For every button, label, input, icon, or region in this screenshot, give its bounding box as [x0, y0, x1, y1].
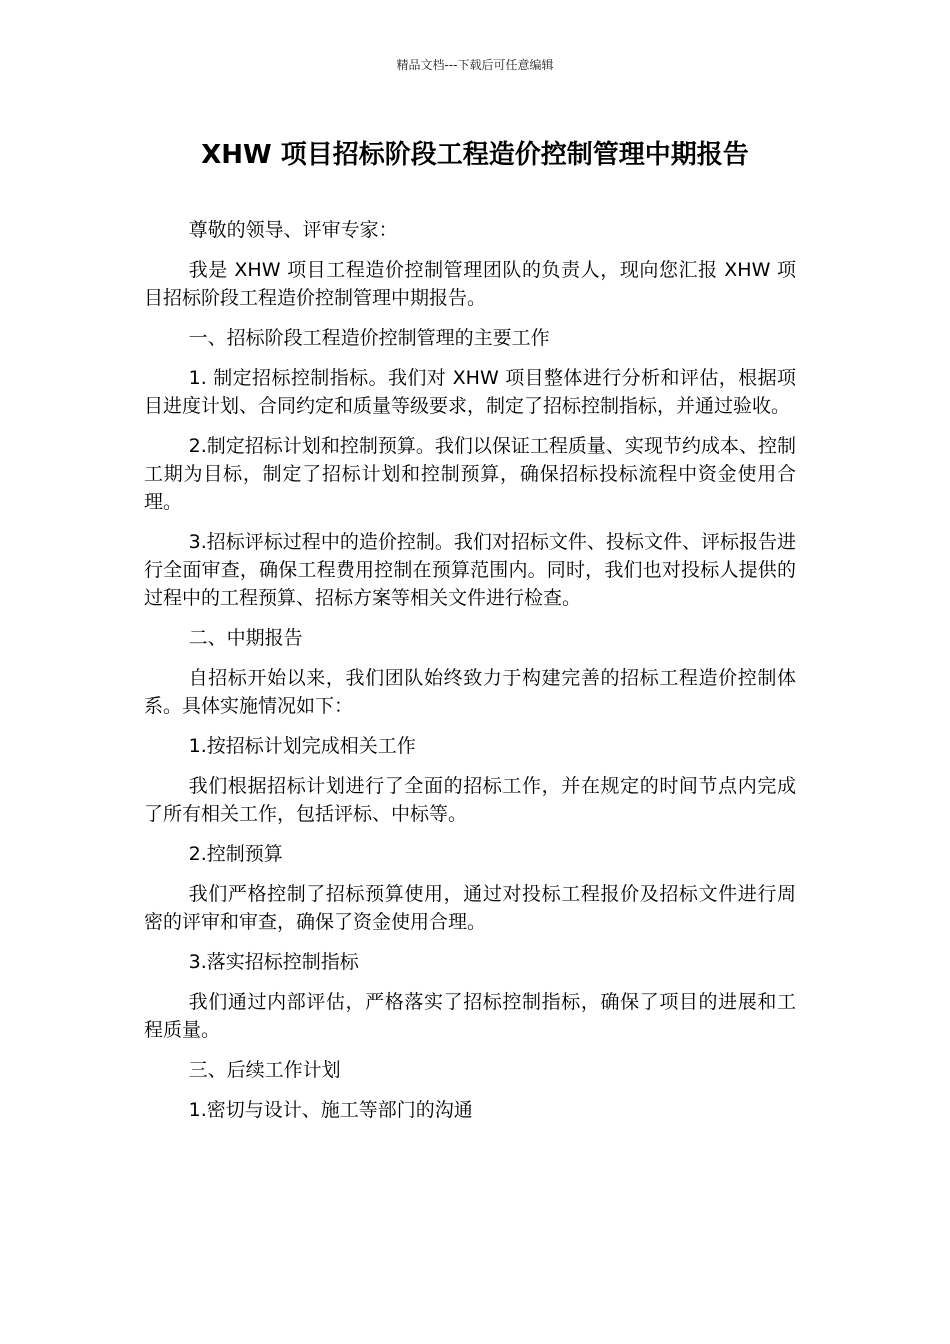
page-header: 精品文档---下载后可任意编辑 — [396, 58, 554, 72]
body-paragraph: 我们严格控制了招标预算使用，通过对投标工程报价及招标文件进行周密的评审和审查，确保了资金使用合理。 — [144, 883, 796, 933]
body-paragraph: 我们通过内部评估，严格落实了招标控制指标，确保了项目的进展和工程质量。 — [144, 991, 796, 1041]
body-paragraph: 我们根据招标计划进行了全面的招标工作，并在规定的时间节点内完成了所有相关工作，包括评标、中标等。 — [144, 775, 796, 825]
body-paragraph: 3.招标评标过程中的造价控制。我们对招标文件、投标文件、评标报告进行全面审查，确保工程费用控制在预算范围内。同时，我们也对投标人提供的过程中的工程预算、招标方案等相关文件进行检查。 — [144, 531, 796, 609]
document-title: XHW 项目招标阶段工程造价控制管理中期报告 — [201, 140, 749, 170]
body-paragraph: 2.制定招标计划和控制预算。我们以保证工程质量、实现节约成本、控制工期为目标，制定了招标计划和控制预算，确保招标投标流程中资金使用合理。 — [144, 435, 796, 513]
salutation: 尊敬的领导、评审专家： — [188, 219, 398, 241]
subsection-heading: 3.落实招标控制指标 — [188, 951, 359, 973]
intro-paragraph: 我是 XHW 项目工程造价控制管理团队的负责人，现向您汇报 XHW 项目招标阶段工程造价控制管理中期报告。 — [144, 259, 796, 309]
subsection-heading: 2.控制预算 — [188, 843, 283, 865]
section-heading: 二、中期报告 — [188, 627, 303, 649]
subsection-heading: 1.按招标计划完成相关工作 — [188, 735, 416, 757]
section-heading: 三、后续工作计划 — [188, 1059, 341, 1081]
body-paragraph: 1. 制定招标控制指标。我们对 XHW 项目整体进行分析和评估，根据项目进度计划、合同约定和质量等级要求，制定了招标控制指标，并通过验收。 — [144, 367, 796, 417]
body-paragraph: 自招标开始以来，我们团队始终致力于构建完善的招标工程造价控制体系。具体实施情况如下： — [144, 667, 796, 717]
section-heading: 一、招标阶段工程造价控制管理的主要工作 — [188, 327, 550, 349]
document-body — [144, 216, 796, 1136]
subsection-heading: 1.密切与设计、施工等部门的沟通 — [188, 1099, 473, 1121]
